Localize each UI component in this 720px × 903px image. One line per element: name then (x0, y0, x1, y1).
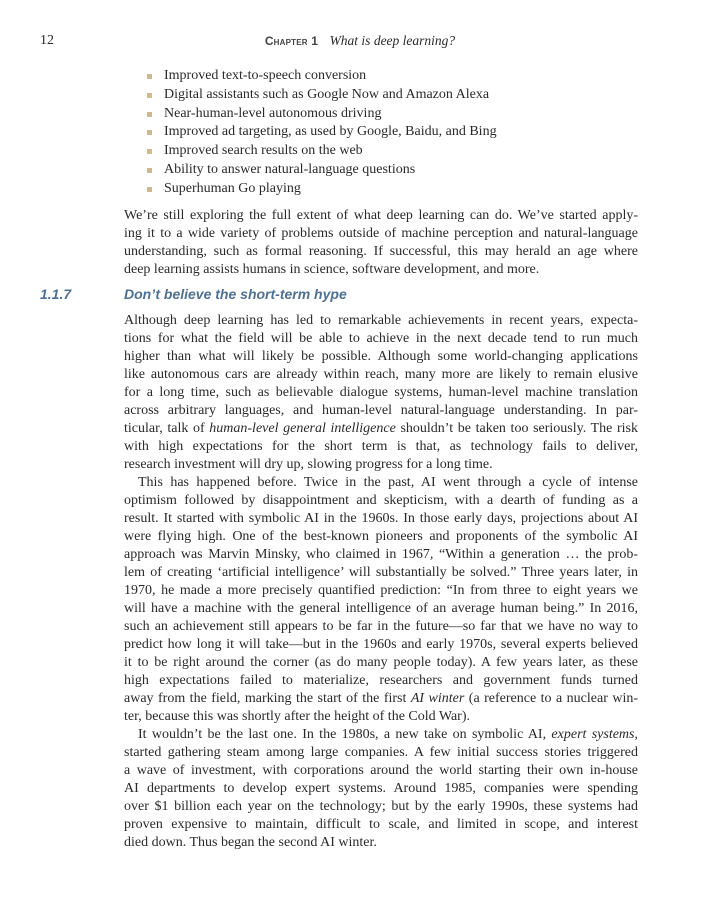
chapter-title: What is deep learning? (329, 33, 456, 48)
text-line: with high expectations for the short term is that, as technology fails to deliver, (124, 439, 638, 454)
text-line: deep learning assists humans in science, software development, and more. (124, 262, 540, 277)
text-line: result. It started with symbolic AI in the 1960s. In those early days, projections about AI (124, 511, 638, 526)
text-segment: shouldn’t be taken too seriously. The risk (395, 421, 639, 436)
list-item-text: Improved search results on the web (164, 143, 363, 159)
list-item (147, 123, 497, 142)
text-line (124, 726, 638, 744)
section-title: Don’t believe the short-term hype (124, 286, 347, 302)
text-segment: ticular, talk of (124, 421, 210, 436)
text-line (124, 420, 638, 438)
text-line: were flying high. One of the best-known pioneers and proponents of the symbolic AI (124, 529, 638, 544)
list-item (147, 161, 497, 180)
text-line: understanding, such as formal reasoning. If successful, this may herald an age where (124, 244, 638, 259)
text-line: AI departments to develop expert systems. Around 1985, companies were spending (124, 781, 638, 796)
bullet-square-icon (147, 168, 152, 173)
text-line: high expectations failed to materialize, researchers and government funds turned (124, 673, 638, 688)
text-line (124, 690, 638, 708)
emphasized-term: AI winter (410, 691, 465, 706)
bullet-square-icon (147, 130, 152, 135)
text-line: a wave of investment, with corporations around the world starting their own in-house (124, 763, 638, 778)
list-item (147, 142, 497, 161)
running-header (0, 33, 720, 49)
text-line: like autonomous cars are already within reach, many more are likely to remain elusive (124, 367, 638, 382)
emphasized-term: human-level general intelligence (209, 421, 396, 436)
bullet-square-icon (147, 74, 152, 79)
text-segment: away from the field, marking the start of the first (124, 691, 411, 706)
list-item (147, 86, 497, 105)
text-line: it to be right around the corner (as do many people today). A few years later, as these (124, 655, 638, 670)
text-line: ter, because this was shortly after the height of the Cold War). (124, 709, 471, 724)
text-line: higher than what will likely be possible. Although some world-changing applications (124, 349, 638, 364)
text-segment: , (634, 727, 638, 742)
text-line: We’re still exploring the full extent of what deep learning can do. We’ve started apply- (124, 208, 638, 223)
bullet-square-icon (147, 93, 152, 98)
text-line: ing it to a wide variety of problems outside of machine perception and natural-language (124, 226, 638, 241)
text-line: approach was Marvin Minsky, who claimed in 1967, “Within a generation … the prob- (124, 547, 638, 562)
list-item-text: Improved text-to-speech conversion (164, 68, 367, 83)
text-line: Although deep learning has led to remarkable achievements in recent years, expecta- (124, 313, 638, 328)
bullet-square-icon (147, 112, 152, 117)
text-line: died down. Thus began the second AI winter. (124, 835, 377, 850)
text-line: predict how long it will take—but in the 1960s and early 1970s, several experts believed (124, 637, 638, 652)
list-item (147, 105, 497, 124)
bullet-square-icon (147, 187, 152, 192)
list-item-text: Superhuman Go playing (164, 180, 301, 196)
paragraph (124, 207, 638, 279)
list-item (147, 180, 497, 199)
text-line: optimism followed by disappointment and skepticism, with a dearth of funding as a (124, 493, 638, 508)
text-segment: (a reference to a nuclear win- (464, 691, 638, 706)
page-number: 12 (40, 33, 54, 48)
text-line: across arbitrary languages, and human-level natural-language understanding. In par- (124, 403, 638, 418)
list-item (147, 67, 497, 86)
list-item-text: Digital assistants such as Google Now and Amazon Alexa (164, 86, 490, 102)
emphasized-term: expert systems (551, 727, 635, 742)
text-line: started gathering steam among large companies. A few initial success stories triggered (124, 745, 638, 760)
paragraph (124, 474, 638, 726)
text-line: proven expensive to maintain, difficult to scale, and limited in scope, and interest (124, 817, 638, 832)
text-line: 1970, he made a more precisely quantified prediction: “In from three to eight years we (124, 583, 638, 598)
section-number: 1.1.7 (40, 286, 72, 302)
chapter-label: Chapter 1 (264, 34, 319, 48)
bullet-list (147, 67, 497, 199)
list-item-text: Improved ad targeting, as used by Google, Baidu, and Bing (164, 124, 497, 140)
paragraph (124, 312, 638, 474)
bullet-square-icon (147, 149, 152, 154)
text-line: for a long time, such as believable dialogue systems, human-level machine translation (124, 385, 638, 400)
text-line: research investment will dry up, slowing progress for a long time. (124, 457, 493, 472)
list-item-text: Near-human-level autonomous driving (164, 105, 382, 121)
paragraph (124, 726, 638, 852)
text-line: This has happened before. Twice in the past, AI went through a cycle of intense (138, 475, 638, 490)
text-line: over $1 billion each year on the technology; but by the early 1990s, these systems had (124, 799, 638, 814)
text-line: tions for what the field will be able to achieve in the next decade tend to run much (124, 331, 638, 346)
text-line: such an achievement still appears to be far in the future—so far that we have no way to (124, 619, 638, 634)
text-line: lem of creating ‘artificial intelligence’ will substantially be solved.” Three years later, in (124, 565, 638, 580)
text-line: will have a machine with the general intelligence of an average human being.” In 2016, (124, 601, 638, 616)
list-item-text: Ability to answer natural-language questions (164, 161, 416, 177)
text-segment: It wouldn’t be the last one. In the 1980s, a new take on symbolic AI, (138, 727, 552, 742)
